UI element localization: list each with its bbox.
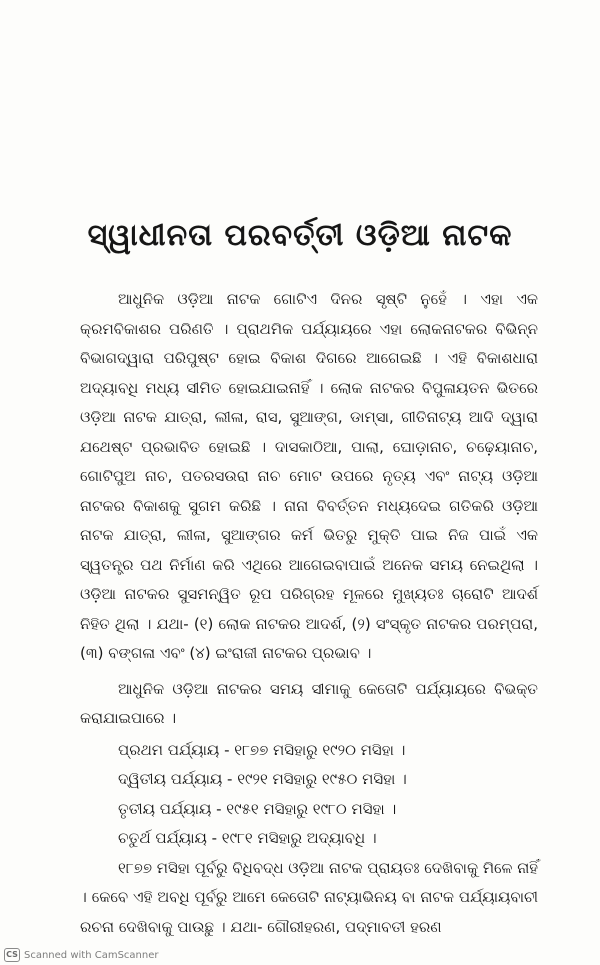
period-item: ତୃତୀୟ ପର୍ଯ୍ୟାୟ - ୧୯୫୧ ମସିହାରୁ ୧୯୮୦ ମସିହା । [118,799,397,818]
scanner-watermark [4,948,159,962]
period-list [80,736,538,854]
camscanner-logo-icon: CS [4,948,20,962]
period-item: ଦ୍ୱିତୀୟ ପର୍ଯ୍ୟାୟ - ୧୯୨୧ ମସିହାରୁ ୧୯୫୦ ମସିହା । [118,770,407,788]
period-item: ପ୍ରଥମ ପର୍ଯ୍ୟାୟ - ୧୮୭୭ ମସିହାରୁ ୧୯୨୦ ମସିହା । [118,740,406,759]
body-text [80,285,538,942]
scanner-watermark-text: Scanned with CamScanner [24,949,159,961]
paragraph-intro: ଆଧୁନିକ ଓଡ଼ିଆ ନାଟକ ଗୋଟିଏ ଦିନର ସୃଷ୍ଟି ନୁହେଁ । ଏହା ଏକ କ୍ରମବିକାଶର ପରିଣତି । ପ୍ରାଥମିକ ପର୍ଯ୍ୟାୟରେ ଏହା ଲୋକନାଟକର ବିଭିନ୍ନ ବିଭାଗଦ୍ୱାରା ପରିପୁଷ୍ଟ ହୋଇ ବିକାଶ ଦିଗରେ ଆଗେଇଛି । ଏହି ବିକାଶଧାରା ଅଦ୍ୟାବଧି ମଧ୍ୟ ସୀମିତ ହୋଇଯାଇନାହିଁ । ଲୋକ ନାଟକର ବିପୁଳାୟତନ ଭିତରେ ଓଡ଼ିଆ ନାଟକ ଯାତ୍ରା, ଲୀଳା, ରାସ, ସୁଆଙ୍ଗ, ଡାମ୍ସା, ଗୀତିନାଟ୍ୟ ଆଦି ଦ୍ୱାରା ଯଥେଷ୍ଟ ପ୍ରଭାବିତ ହୋଇଛି । ଦାସକାଠିଆ, ପାଲା, ଘୋଡ଼ାନାଚ, ଚଢ଼େୟାନାଚ, ଗୋଟିପୁଅ ନାଚ, ପତରସଉରା ନାଚ ମୋଟ ଉପରେ ନୃତ୍ୟ ଏବଂ ନାଟ୍ୟ ଓଡ଼ିଆ ନାଟକର ବିକାଶକୁ ସୁଗମ କରିଛି । ନାନା ବିବର୍ତ୍ତନ ମଧ୍ୟଦେଇ ଗତିକରି ଓଡ଼ିଆ ନାଟକ ଯାତ୍ରା, ଲୀଳା, ସୁଆଙ୍ଗର କର୍ମ ଭିତରୁ ମୁକ୍ତି ପାଇ ନିଜ ପାଇଁ ଏକ ସ୍ୱତନ୍ତ୍ର ପଥ ନିର୍ମାଣ କରି ଏଥିରେ ଆଗେଇବାପାଇଁ ଅନେକ ସମୟ ନେଇଥିଲା । ଓଡ଼ିଆ ନାଟକର ସୁସମନ୍ୱିତ ରୂପ ପରିଗ୍ରହ ମୂଳରେ ମୁଖ୍ୟତଃ ଚାରୋଟି ଆଦର୍ଶ ନିହିତ ଥିଲା । ଯଥା- (୧) ଲୋକ ନାଟକର ଆଦର୍ଶ, (୨) ସଂସ୍କୃତ ନାଟକର ପରମ୍ପରା, (୩) ବଙ୍ଗଳା ଏବଂ (୪) ଇଂରାଜୀ ନାଟକର ପ୍ରଭାବ । [80,290,538,662]
paragraph-periods-intro: ଆଧୁନିକ ଓଡ଼ିଆ ନାଟକର ସମୟ ସୀମାକୁ କେତୋଟି ପର୍ଯ୍ୟାୟରେ ବିଭକ୍ତ କରାଯାଇପାରେ । [80,679,538,727]
paragraph-closing: ୧୮୭୭ ମସିହା ପୂର୍ବରୁ ବିଧିବଦ୍ଧ ଓଡ଼ିଆ ନାଟକ ପ୍ରାୟତଃ ଦେଖିବାକୁ ମିଳେ ନାହିଁ । କେବେ ଏହି ଅବଧି ପୂର୍ବରୁ ଆମେ କେତୋଟି ନାଟ୍ୟାଭିନୟ ବା ନାଟକ ପର୍ଯ୍ୟାୟବାଚୀ ରଚନା ଦେଖିବାକୁ ପାଉଛୁ । ଯଥା- ଗୌରୀହରଣ, ପଦ୍ମାବତୀ ହରଣ [80,858,538,936]
period-item: ଚତୁର୍ଥ ପର୍ଯ୍ୟାୟ - ୧୯୮୧ ମସିହାରୁ ଅଦ୍ୟାବଧି । [118,829,377,847]
page-title: ସ୍ୱାଧୀନତା ପରବର୍ତ୍ତୀ ଓଡ଼ିଆ ନାଟକ [87,218,513,253]
